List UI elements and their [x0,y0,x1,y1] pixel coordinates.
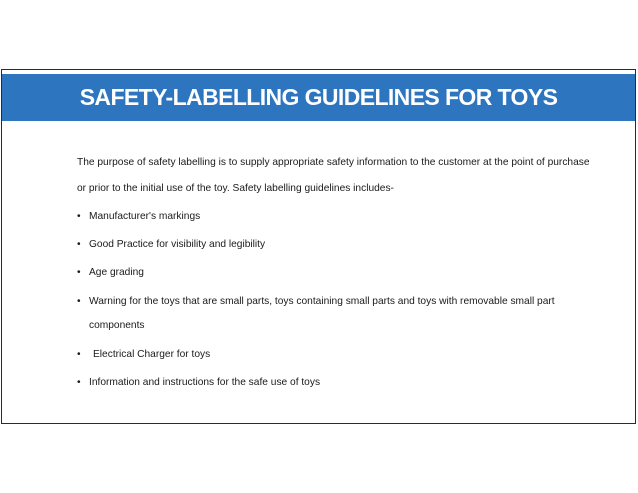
slide [1,69,636,424]
list-item [77,238,597,252]
list-item-text: Electrical Charger for toys [93,349,211,360]
list-item [77,266,597,280]
title-banner [2,74,635,121]
list-item [77,290,597,338]
list-item [77,348,597,362]
list-item-text: Manufacturer's markings [89,211,201,222]
bullet-icon: • [77,211,81,222]
intro-paragraph: The purpose of safety labelling is to supply appropriate safety information to the customer at the point of purchase or prior to the initial use of the toy. Safety labelling guidelines includes- [77,157,590,194]
guidelines-list [77,210,597,390]
bullet-icon: • [77,296,81,307]
list-item-text: Warning for the toys that are small parts, toys containing small parts and toys with removable small part components [89,296,555,331]
list-item [77,376,597,390]
bullet-icon: • [77,239,81,250]
slide-title: SAFETY-LABELLING GUIDELINES FOR TOYS [79,84,558,110]
list-item-text: Information and instructions for the safe use of toys [89,377,321,388]
slide-content [77,150,597,390]
list-item [77,210,597,224]
list-item-text: Good Practice for visibility and legibility [89,239,266,250]
bullet-icon: • [77,377,81,388]
bullet-icon: • [77,267,81,278]
list-item-text: Age grading [89,267,144,278]
bullet-icon: • [77,349,81,360]
